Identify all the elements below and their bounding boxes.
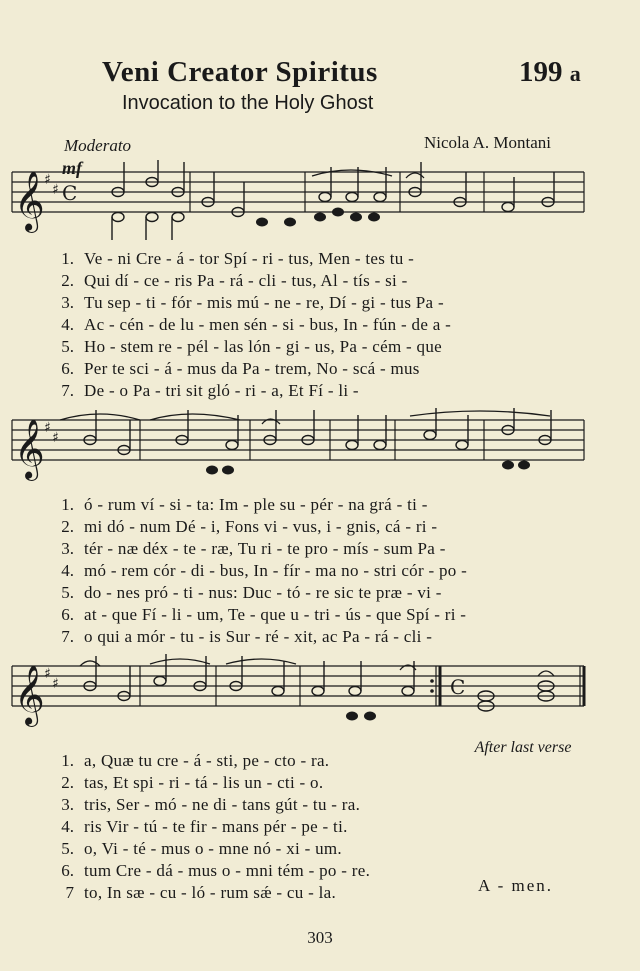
verse-line — [24, 270, 451, 292]
verse-block-1 — [24, 248, 451, 402]
tempo-marking: Moderato — [64, 136, 132, 155]
verse-line — [24, 494, 467, 516]
verse-line — [24, 582, 467, 604]
treble-clef-icon: 𝄞 — [14, 665, 45, 725]
verse-text: De - o Pa - tri sit gló - ri - a, Et Fí - li - — [84, 381, 359, 400]
verse-line — [24, 750, 370, 772]
hymn-subtitle: Invocation to the Holy Ghost — [122, 92, 374, 114]
music-staff-2 — [0, 408, 640, 498]
svg-text:C: C — [62, 181, 78, 205]
verse-number: 6. — [61, 605, 74, 624]
verse-block-2 — [24, 494, 467, 648]
verse-text: ó - rum ví - si - ta: Im - ple su - pér - na grá - ti - — [84, 495, 428, 514]
verse-block-3 — [24, 750, 370, 904]
verse-text: o, Vi - té - mus o - mne nó - xi - um. — [84, 839, 342, 858]
verse-line — [24, 560, 467, 582]
verse-text: tum Cre - dá - mus o - mni tém - po - re. — [84, 861, 371, 880]
page-number: 303 — [307, 928, 333, 947]
verse-line — [24, 860, 370, 882]
verse-line — [24, 380, 451, 402]
verse-number: 2. — [61, 517, 74, 536]
verse-line — [24, 816, 370, 838]
verse-text: mó - rem cór - di - bus, In - fír - ma no - stri cór - po - — [84, 561, 468, 580]
verse-line — [24, 838, 370, 860]
verse-text: mi dó - num Dé - i, Fons vi - vus, i - gnis, cá - ri - — [84, 517, 438, 536]
music-staff-1 — [0, 160, 640, 250]
after-last-verse-note: After last verse — [474, 739, 572, 756]
verse-line — [24, 336, 451, 358]
verse-number: 6. — [61, 359, 74, 378]
hymn-number — [519, 56, 581, 89]
music-staff-3 — [0, 654, 640, 744]
treble-clef-icon: 𝄞 — [14, 171, 45, 231]
svg-text:♯: ♯ — [52, 182, 59, 198]
verse-text: Qui dí - ce - ris Pa - rá - cli - tus, Al - tís - si - — [84, 271, 408, 290]
verse-number: 5. — [61, 839, 74, 858]
amen-text: A - men. — [478, 876, 554, 895]
verse-number: 3. — [61, 293, 74, 312]
hymn-title: Veni Creator Spiritus — [102, 56, 378, 88]
treble-clef-icon: 𝄞 — [14, 419, 45, 479]
verse-line — [24, 772, 370, 794]
dynamic-marking: mf — [62, 158, 82, 178]
verse-number: 6. — [61, 861, 74, 880]
verse-text: to, In sæ - cu - ló - rum sǽ - cu - la. — [84, 883, 337, 902]
verse-text: do - nes pró - ti - nus: Duc - tó - re sic te præ - vi - — [84, 583, 442, 602]
verse-number: 4. — [61, 315, 74, 334]
verse-number: 3. — [61, 539, 74, 558]
verse-line — [24, 604, 467, 626]
verse-line — [24, 314, 451, 336]
verse-number: 4. — [61, 817, 74, 836]
svg-text:♯: ♯ — [44, 172, 51, 188]
verse-line — [24, 882, 370, 904]
verse-number: 7. — [61, 627, 74, 646]
hymn-number-suffix: a — [569, 61, 581, 86]
verse-number: 7. — [61, 381, 74, 400]
verse-line — [24, 516, 467, 538]
verse-text: o qui a mór - tu - is Sur - ré - xit, ac Pa - rá - cli - — [84, 627, 433, 646]
verse-text: Tu sep - ti - fór - mis mú - ne - re, Dí - gi - tus Pa - — [84, 293, 444, 312]
svg-text:♯: ♯ — [44, 666, 51, 682]
verse-line — [24, 538, 467, 560]
verse-line — [24, 626, 467, 648]
verse-number: 2. — [61, 773, 74, 792]
verse-text: Ve - ni Cre - á - tor Spí - ri - tus, Men - tes tu - — [84, 249, 415, 268]
verse-text: ris Vir - tú - te fir - mans pér - pe - ti. — [84, 817, 348, 836]
verse-text: a, Quæ tu cre - á - sti, pe - cto - ra. — [84, 751, 330, 770]
svg-text:C: C — [450, 675, 466, 699]
verse-line — [24, 248, 451, 270]
svg-text:♯: ♯ — [44, 420, 51, 436]
verse-number: 5. — [61, 337, 74, 356]
verse-text: Ho - stem re - pél - las lón - gi - us, Pa - cém - que — [84, 337, 442, 356]
verse-text: Ac - cén - de lu - men sén - si - bus, In - fún - de a - — [84, 315, 452, 334]
verse-number: 4. — [61, 561, 74, 580]
composer-credit: Nicola A. Montani — [424, 133, 552, 152]
verse-number: 7 — [65, 883, 74, 902]
hymn-number-value: 199 — [519, 56, 563, 88]
verse-number: 1. — [61, 249, 74, 268]
verse-text: Per te sci - á - mus da Pa - trem, No - scá - mus — [84, 359, 420, 378]
verse-number: 2. — [61, 271, 74, 290]
verse-number: 3. — [61, 795, 74, 814]
verse-text: tér - næ déx - te - ræ, Tu ri - te pro - mís - sum Pa - — [84, 539, 446, 558]
verse-text: tris, Ser - mó - ne di - tans gút - tu - ra. — [84, 795, 361, 814]
verse-text: at - que Fí - li - um, Te - que u - tri - ús - que Spí - ri - — [84, 605, 467, 624]
verse-number: 1. — [61, 495, 74, 514]
verse-number: 1. — [61, 751, 74, 770]
verse-line — [24, 292, 451, 314]
verse-text: tas, Et spi - ri - tá - lis un - cti - o. — [84, 773, 324, 792]
svg-text:♯: ♯ — [52, 430, 59, 446]
svg-text:♯: ♯ — [52, 676, 59, 692]
verse-line — [24, 358, 451, 380]
verse-line — [24, 794, 370, 816]
verse-number: 5. — [61, 583, 74, 602]
